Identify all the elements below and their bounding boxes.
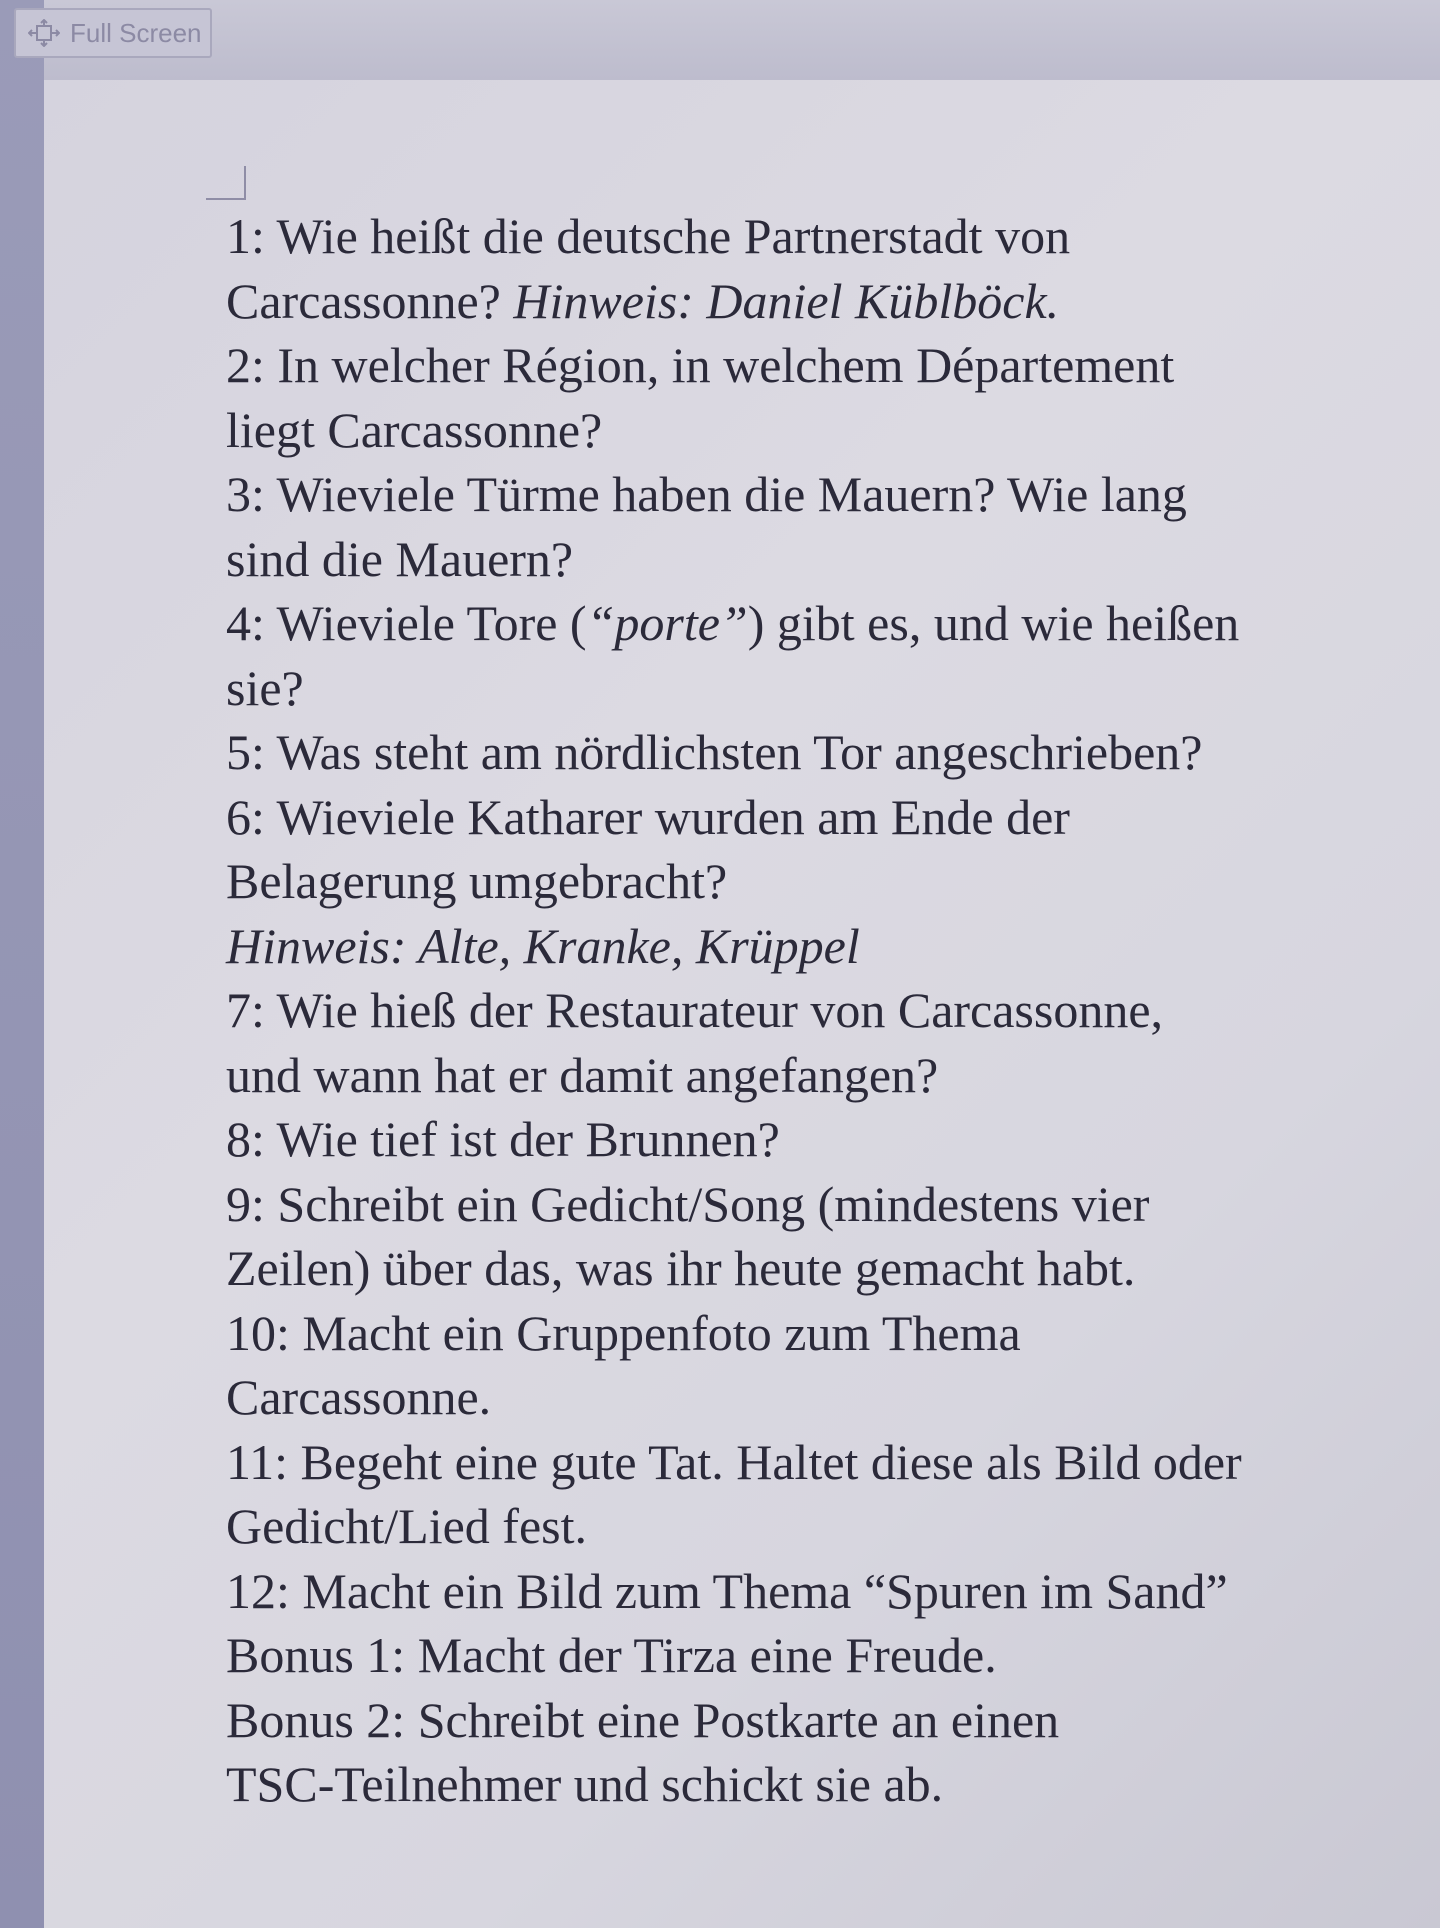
document-line <box>226 1172 1376 1237</box>
line-text: Zeilen) über das, was ihr heute gemacht habt. <box>226 1240 1136 1296</box>
line-text: 11: Begeht eine gute Tat. Haltet diese als Bild oder <box>226 1433 1242 1490</box>
full-screen-button[interactable] <box>14 8 212 58</box>
document-text[interactable] <box>226 204 1376 1817</box>
document-line <box>226 1365 1376 1430</box>
line-text-after: ) gibt es, und wie heißen <box>747 595 1240 651</box>
line-text: und wann hat er damit angefangen? <box>226 1046 939 1103</box>
line-text: TSC-Teilnehmer und schickt sie ab. <box>226 1756 944 1812</box>
line-text: liegt Carcassonne? <box>226 401 603 458</box>
document-line <box>226 1623 1376 1688</box>
toolbar <box>0 0 1440 80</box>
line-text: Gedicht/Lied fest. <box>226 1498 587 1554</box>
line-text: 10: Macht ein Gruppenfoto zum Thema <box>226 1304 1021 1361</box>
text-boundary-corner <box>206 166 246 200</box>
window-left-edge <box>0 0 44 1928</box>
document-line <box>226 1494 1376 1559</box>
line-text: sie? <box>226 659 304 716</box>
line-text: Bonus 1: Macht der Tirza eine Freude. <box>226 1627 997 1683</box>
document-line <box>226 785 1376 850</box>
line-text: Carcassonne? <box>226 272 501 329</box>
line-text: sind die Mauern? <box>226 530 574 587</box>
document-line <box>226 720 1376 785</box>
document-line <box>226 1430 1376 1495</box>
line-italic-text: Hinweis: Alte, Kranke, Krüppel <box>226 917 860 974</box>
document-line <box>226 269 1376 334</box>
line-text: 7: Wie hieß der Restaurateur von Carcassonne, <box>226 982 1164 1038</box>
full-screen-icon <box>28 19 60 47</box>
line-text: 1: Wie heißt die deutsche Partnerstadt von <box>226 208 1071 264</box>
line-text: 5: Was steht am nördlichsten Tor angeschrieben? <box>226 724 1203 780</box>
document-line <box>226 978 1376 1043</box>
document-line <box>226 204 1376 269</box>
line-text: 2: In welcher Région, in welchem Département <box>226 337 1175 393</box>
line-text: 8: Wie tief ist der Brunnen? <box>226 1111 780 1167</box>
line-text: 6: Wieviele Katharer wurden am Ende der <box>226 788 1070 845</box>
line-italic-text: Hinweis: Daniel Küblböck. <box>513 272 1060 329</box>
document-line <box>226 462 1376 527</box>
document-line <box>226 1301 1376 1366</box>
line-text: Bonus 2: Schreibt eine Postkarte an einen <box>226 1691 1060 1748</box>
line-text: 9: Schreibt ein Gedicht/Song (mindestens vier <box>226 1175 1150 1232</box>
line-text: Carcassonne. <box>226 1369 492 1425</box>
document-line <box>226 1043 1376 1108</box>
document-line <box>226 656 1376 721</box>
document-line <box>226 1236 1376 1301</box>
line-italic-text: “porte” <box>586 595 748 651</box>
document-line <box>226 1752 1376 1817</box>
document-line <box>226 849 1376 914</box>
document-line <box>226 914 1376 979</box>
line-text: 3: Wieviele Türme haben die Mauern? Wie lang <box>226 466 1187 522</box>
line-text: 4: Wieviele Tore ( <box>226 595 587 651</box>
document-line <box>226 398 1376 463</box>
line-text: Belagerung umgebracht? <box>226 853 728 909</box>
document-line <box>226 333 1376 398</box>
document-line <box>226 1107 1376 1172</box>
document-line <box>226 1688 1376 1753</box>
document-line <box>226 527 1376 592</box>
full-screen-label: Full Screen <box>70 17 202 48</box>
document-line <box>226 591 1376 656</box>
document-line <box>226 1559 1376 1624</box>
line-text: 12: Macht ein Bild zum Thema “Spuren im Sand” <box>226 1562 1228 1619</box>
